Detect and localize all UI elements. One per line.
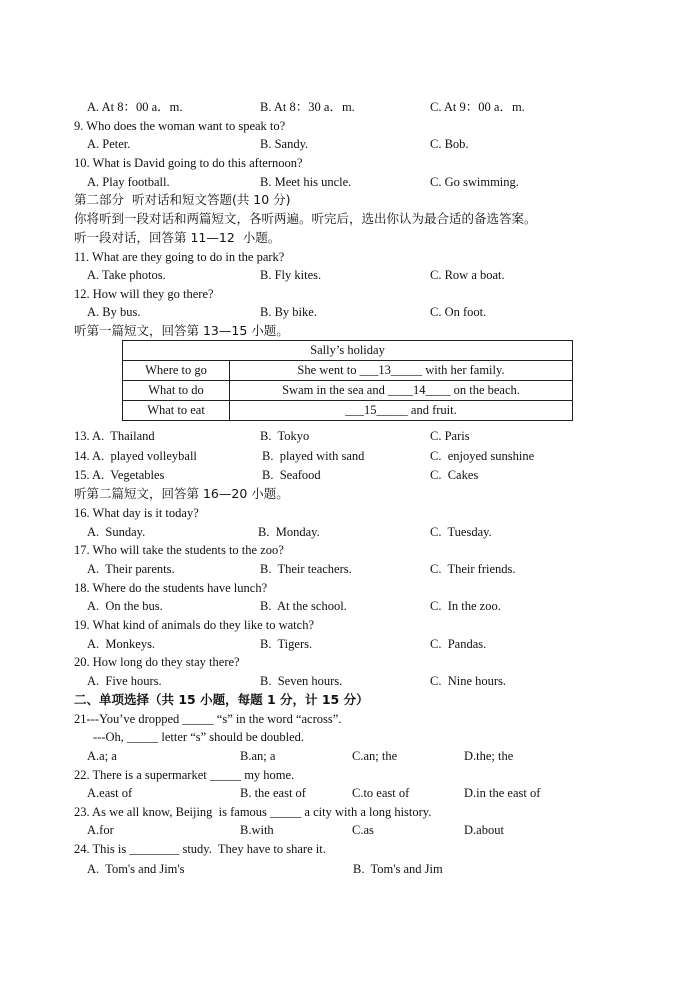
text-line — [0, 211, 695, 227]
text-line — [0, 448, 695, 464]
answer-option: C. In the zoo. — [430, 599, 501, 613]
text-line — [0, 711, 695, 727]
text-line — [0, 249, 695, 265]
answer-option: A. At 8：00 a．m. — [87, 100, 183, 114]
answer-option: B. At the school. — [260, 599, 347, 613]
answer-option: B. Tigers. — [260, 637, 313, 651]
question-text: 24. This is ________ study. They have to share it. — [74, 842, 326, 856]
answer-option: C. Tuesday. — [430, 525, 492, 539]
question-text: 16. What day is it today? — [74, 506, 199, 520]
answer-option: A.a; a — [87, 749, 117, 763]
answer-option: B. At 8：30 a．m. — [260, 100, 355, 114]
text-line — [0, 155, 695, 171]
answer-option: C.to east of — [352, 786, 410, 800]
text-line — [0, 428, 695, 444]
question-text: 10. What is David going to do this afternoon? — [74, 156, 303, 170]
question-text: 17. Who will take the students to the zoo? — [74, 543, 284, 557]
question-text: 12. How will they go there? — [74, 287, 214, 301]
text-line — [0, 561, 695, 577]
answer-option: 15. A. Vegetables — [74, 468, 165, 482]
question-text: 23. As we all know, Beijing is famous _____ a city with a long history. — [74, 805, 432, 819]
sally-holiday-table — [122, 340, 573, 421]
answer-option: B. Seafood — [262, 468, 321, 482]
answer-option: B. Tokyo — [260, 429, 310, 443]
text-line — [0, 267, 695, 283]
answer-option: 14. A. played volleyball — [74, 449, 197, 463]
question-text: 19. What kind of animals do they like to watch? — [74, 618, 314, 632]
answer-option: A. Their parents. — [87, 562, 175, 576]
text-line — [0, 99, 695, 115]
text-line — [0, 729, 695, 745]
text-line — [0, 136, 695, 152]
answer-option: A. On the bus. — [87, 599, 163, 613]
answer-option: C. enjoyed sunshine — [430, 449, 535, 463]
text-line — [0, 192, 695, 208]
answer-option: C. Pandas. — [430, 637, 487, 651]
table-row — [123, 401, 573, 421]
answer-option: B. Monday. — [258, 525, 320, 539]
answer-option: A. Sunday. — [87, 525, 146, 539]
answer-option: A. Play football. — [87, 175, 170, 189]
text-line — [0, 617, 695, 633]
table-row — [123, 361, 573, 381]
answer-option: 13. A. Thailand — [74, 429, 155, 443]
question-text: 听第一篇短文，回答第 13—15 小题。 — [74, 323, 289, 338]
question-text: 听一段对话，回答第 11—12 小题。 — [74, 230, 281, 245]
answer-option: C. On foot. — [430, 305, 487, 319]
text-line — [0, 174, 695, 190]
text-line — [0, 524, 695, 540]
question-text: 听第二篇短文，回答第 16—20 小题。 — [74, 486, 289, 501]
question-text: ---Oh, _____ letter “s” should be doubled. — [93, 730, 305, 744]
question-text: 第二部分 听对话和短文答题(共 10 分) — [74, 192, 291, 207]
answer-option: C. Row a boat. — [430, 268, 505, 282]
answer-option: A. Five hours. — [87, 674, 162, 688]
text-line — [0, 304, 695, 320]
table-title: Sally’s holiday — [123, 341, 573, 361]
answer-option: B. Meet his uncle. — [260, 175, 352, 189]
text-line — [0, 767, 695, 783]
text-line — [0, 486, 695, 502]
question-text: 20. How long do they stay there? — [74, 655, 240, 669]
question-text: 21---You’ve dropped _____ “s” in the word “across”. — [74, 712, 342, 726]
question-text: 9. Who does the woman want to speak to? — [74, 119, 286, 133]
table-row-label: What to do — [123, 381, 230, 401]
text-line — [0, 748, 695, 764]
answer-option: C. Paris — [430, 429, 470, 443]
text-line — [0, 230, 695, 246]
answer-option: C. Go swimming. — [430, 175, 519, 189]
answer-option: A. By bus. — [87, 305, 141, 319]
table-row-label: What to eat — [123, 401, 230, 421]
text-line — [0, 598, 695, 614]
answer-option: B. Tom's and Jim — [353, 862, 443, 876]
text-line — [0, 286, 695, 302]
answer-option: B.with — [240, 823, 274, 837]
text-line — [0, 654, 695, 670]
answer-option: D.the; the — [464, 749, 514, 763]
text-line — [0, 785, 695, 801]
question-text: 你将听到一段对话和两篇短文，各听两遍。听完后，选出你认为最合适的备选答案。 — [74, 211, 537, 226]
text-line — [0, 692, 695, 708]
table-row-content: She went to ___13_____ with her family. — [230, 361, 573, 381]
question-text: 11. What are they going to do in the park? — [74, 250, 285, 264]
text-line — [0, 118, 695, 134]
answer-option: C. Cakes — [430, 468, 479, 482]
answer-option: A. Monkeys. — [87, 637, 156, 651]
text-line — [0, 673, 695, 689]
text-line — [0, 822, 695, 838]
answer-option: B. played with sand — [262, 449, 365, 463]
answer-option: C. At 9：00 a．m. — [430, 100, 525, 114]
text-line — [0, 580, 695, 596]
text-line — [0, 861, 695, 877]
answer-option: A.east of — [87, 786, 133, 800]
question-text: 18. Where do the students have lunch? — [74, 581, 268, 595]
answer-option: B. Sandy. — [260, 137, 309, 151]
answer-option: A. Take photos. — [87, 268, 166, 282]
table-row — [123, 381, 573, 401]
answer-option: C.an; the — [352, 749, 398, 763]
question-text: 二、单项选择（共 15 小题，每题 1 分，计 15 分） — [74, 692, 369, 707]
answer-option: A.for — [87, 823, 114, 837]
text-line — [0, 804, 695, 820]
answer-option: D.about — [464, 823, 504, 837]
answer-option: B.an; a — [240, 749, 276, 763]
text-line — [0, 841, 695, 857]
text-line — [0, 467, 695, 483]
answer-option: A. Tom's and Jim's — [87, 862, 185, 876]
answer-option: C. Nine hours. — [430, 674, 507, 688]
answer-option: D.in the east of — [464, 786, 541, 800]
answer-option: B. Seven hours. — [260, 674, 343, 688]
answer-option: B. the east of — [240, 786, 306, 800]
table-row-content: Swam in the sea and ____14____ on the beach. — [230, 381, 573, 401]
table-title-row — [123, 341, 573, 361]
text-line — [0, 505, 695, 521]
answer-option: C. Bob. — [430, 137, 469, 151]
table-row-content: ___15_____ and fruit. — [230, 401, 573, 421]
answer-option: C.as — [352, 823, 374, 837]
text-line — [0, 323, 695, 339]
answer-option: A. Peter. — [87, 137, 131, 151]
answer-option: B. By bike. — [260, 305, 317, 319]
answer-option: B. Their teachers. — [260, 562, 352, 576]
text-line — [0, 636, 695, 652]
answer-option: B. Fly kites. — [260, 268, 322, 282]
text-line — [0, 542, 695, 558]
answer-option: C. Their friends. — [430, 562, 516, 576]
table-row-label: Where to go — [123, 361, 230, 381]
question-text: 22. There is a supermarket _____ my home. — [74, 768, 295, 782]
